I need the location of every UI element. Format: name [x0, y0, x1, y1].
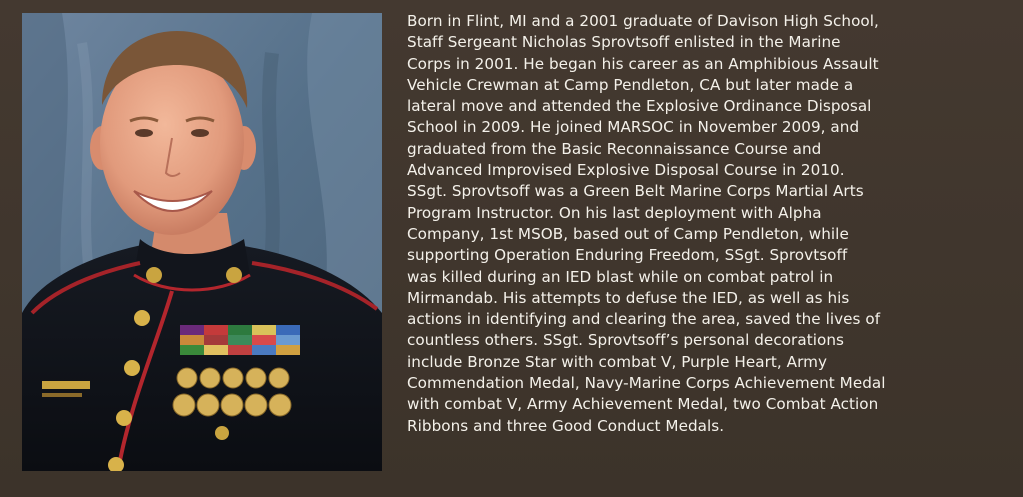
bio-line: Vehicle Crewman at Camp Pendleton, CA but later made a [407, 75, 854, 94]
bio-line: was killed during an IED blast while on combat patrol in [407, 267, 834, 286]
bio-line: Advanced Improvised Explosive Disposal Course in 2010. [407, 161, 845, 180]
bio-line: Mirmandab. His attempts to defuse the IED, as well as his [407, 288, 850, 307]
bio-line: Program Instructor. On his last deployment with Alpha [407, 203, 822, 222]
bio-line: supporting Operation Enduring Freedom, SSgt. Sprovtsoff [407, 246, 848, 265]
bio-line: countless others. SSgt. Sprovtsoff’s personal decorations [407, 331, 844, 350]
bio-line: lateral move and attended the Explosive Ordinance Disposal [407, 97, 872, 116]
bio-line: SSgt. Sprovtsoff was a Green Belt Marine Corps Martial Arts [407, 182, 864, 201]
bio-line: actions in identifying and clearing the area, saved the lives of [407, 310, 881, 329]
bio-line: Corps in 2001. He began his career as an Amphibious Assault [407, 54, 879, 73]
biography-text [407, 11, 1015, 437]
bio-line: Commendation Medal, Navy-Marine Corps Achievement Medal [407, 374, 886, 393]
bio-line: Company, 1st MSOB, based out of Camp Pendleton, while [407, 224, 849, 243]
bio-line: Ribbons and three Good Conduct Medals. [407, 416, 725, 435]
bio-line: with combat V, Army Achievement Medal, two Combat Action [407, 395, 879, 414]
bio-line: Born in Flint, MI and a 2001 graduate of Davison High School, [407, 12, 879, 30]
bio-line: graduated from the Basic Reconnaissance Course and [407, 139, 822, 158]
portrait-photo [22, 13, 382, 471]
bio-line: School in 2009. He joined MARSOC in November 2009, and [407, 118, 860, 137]
marine-portrait-image [22, 13, 382, 471]
bio-line: Staff Sergeant Nicholas Sprovtsoff enlisted in the Marine [407, 33, 841, 52]
bio-line: include Bronze Star with combat V, Purple Heart, Army [407, 352, 827, 371]
